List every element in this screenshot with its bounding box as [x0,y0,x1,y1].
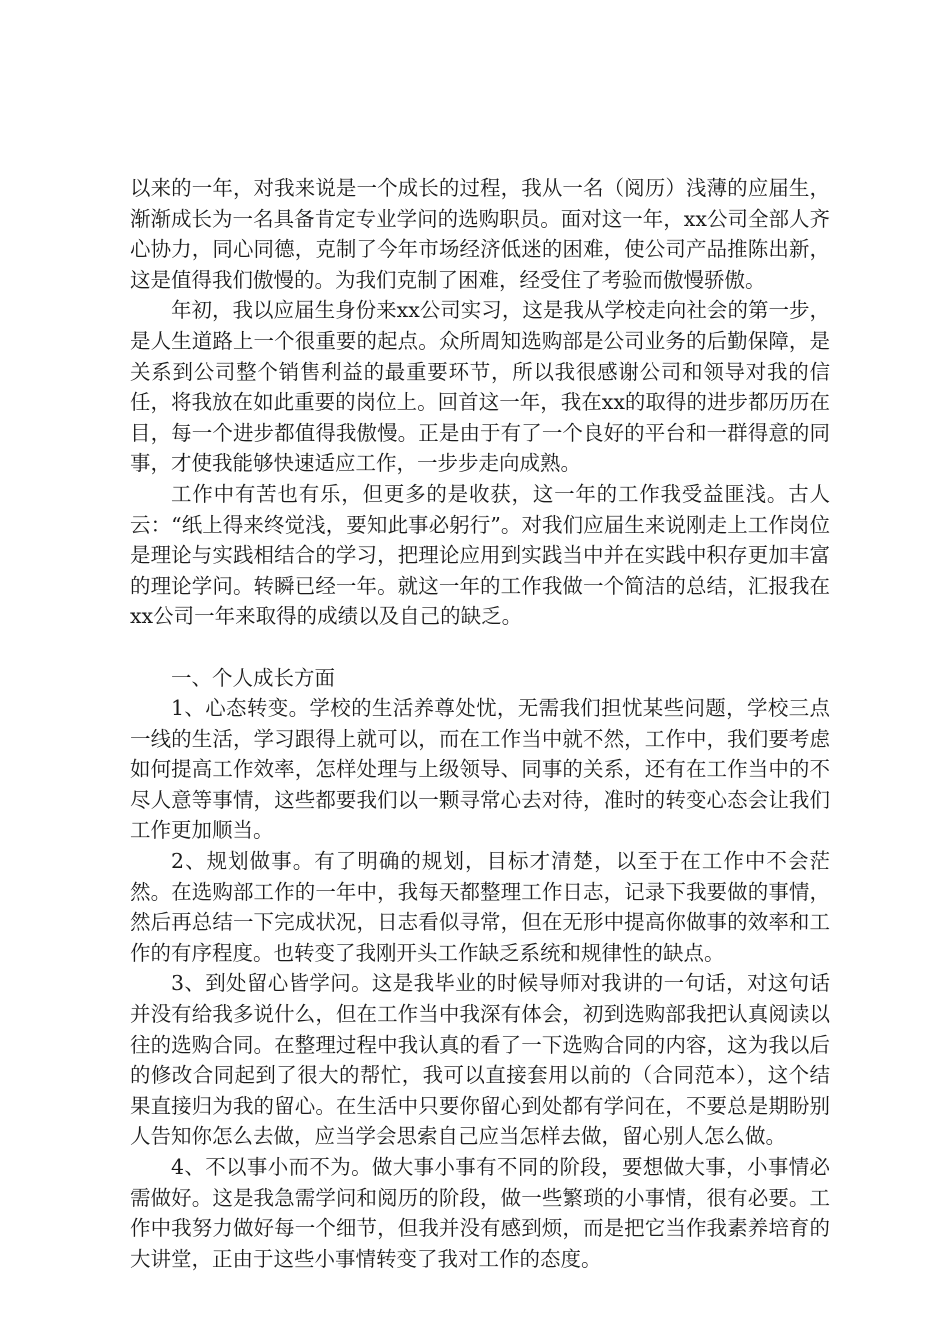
paragraph-item-3-observation: 3、到处留心皆学问。这是我毕业的时候导师对我讲的一句话，对这句话并没有给我多说什么，但在工作当中我深有体会，初到选购部我把认真阅读以往的选购合同。在整理过程中我认真的看了一下选购合同的内容，这为我以后的修改合同起到了很大的帮忙，我可以直接套用以前的（合同范本），这个结果直接归为我的留心。在生活中只要你留心到处都有学问在，不要总是期盼别人告知你怎么去做，应当学会思索自己应当怎样去做，留心别人怎么做。 [130,971,830,1149]
paragraph-start-of-year: 年初，我以应届生身份来xx公司实习，这是我从学校走向社会的第一步，是人生道路上一个很重要的起点。众所周知选购部是公司业务的后勤保障，是关系到公司整个销售利益的最重要环节，所以我很感谢公司和领导对我的信任，将我放在如此重要的岗位上。回首这一年，我在xx的取得的进步都历历在目，每一个进步都值得我傲慢。正是由于有了一个良好的平台和一群得意的同事，才使我能够快速适应工作，一步步走向成熟。 [130,298,830,476]
paragraph-work-summary: 工作中有苦也有乐，但更多的是收获，这一年的工作我受益匪浅。古人云：“纸上得来终觉浅，要知此事必躬行”。对我们应届生来说刚走上工作岗位是理论与实践相结合的学习，把理论应用到实践当中并在实践中积存更加丰富的理论学问。转瞬已经一年。就这一年的工作我做一个简洁的总结，汇报我在xx公司一年来取得的成绩以及自己的缺乏。 [130,481,830,629]
section-heading-personal-growth: 一、个人成长方面 [171,665,335,690]
paragraph-spacer [130,632,830,663]
paragraph-item-4-small-things: 4、不以事小而不为。做大事小事有不同的阶段，要想做大事，小事情必需做好。这是我急需学问和阅历的阶段，做一些繁琐的小事情，很有必要。工作中我努力做好每一个细节，但我并没有感到烦，而是把它当作我素养培育的大讲堂，正由于这些小事情转变了我对工作的态度。 [130,1155,830,1271]
paragraph-item-2-planning: 2、规划做事。有了明确的规划，目标才清楚，以至于在工作中不会茫然。在选购部工作的一年中，我每天都整理工作日志，记录下我要做的事情，然后再总结一下完成状况，日志看似寻常，但在无形中提高你做事的效率和工作的有序程度。也转变了我刚开头工作缺乏系统和规律性的缺点。 [130,849,830,965]
paragraph-intro-continuation: 以来的一年，对我来说是一个成长的过程，我从一名（阅历）浅薄的应届生，渐渐成长为一名具备肯定专业学问的选购职员。面对这一年，xx公司全部人齐心协力，同心同德，克制了今年市场经济低迷的困难，使公司产品推陈出新，这是值得我们傲慢的。为我们克制了困难，经受住了考验而傲慢骄傲。 [130,176,830,292]
paragraph-item-1-mindset: 1、心态转变。学校的生活养尊处忧，无需我们担忧某些问题，学校三点一线的生活，学习跟得上就可以，而在工作当中就不然，工作中，我们要考虑如何提高工作效率，怎样处理与上级领导、同事的关系，还有在工作当中的不尽人意等事情，这些都要我们以一颗寻常心去对待，准时的转变心态会让我们工作更加顺当。 [130,696,830,843]
document-body [130,173,830,1274]
